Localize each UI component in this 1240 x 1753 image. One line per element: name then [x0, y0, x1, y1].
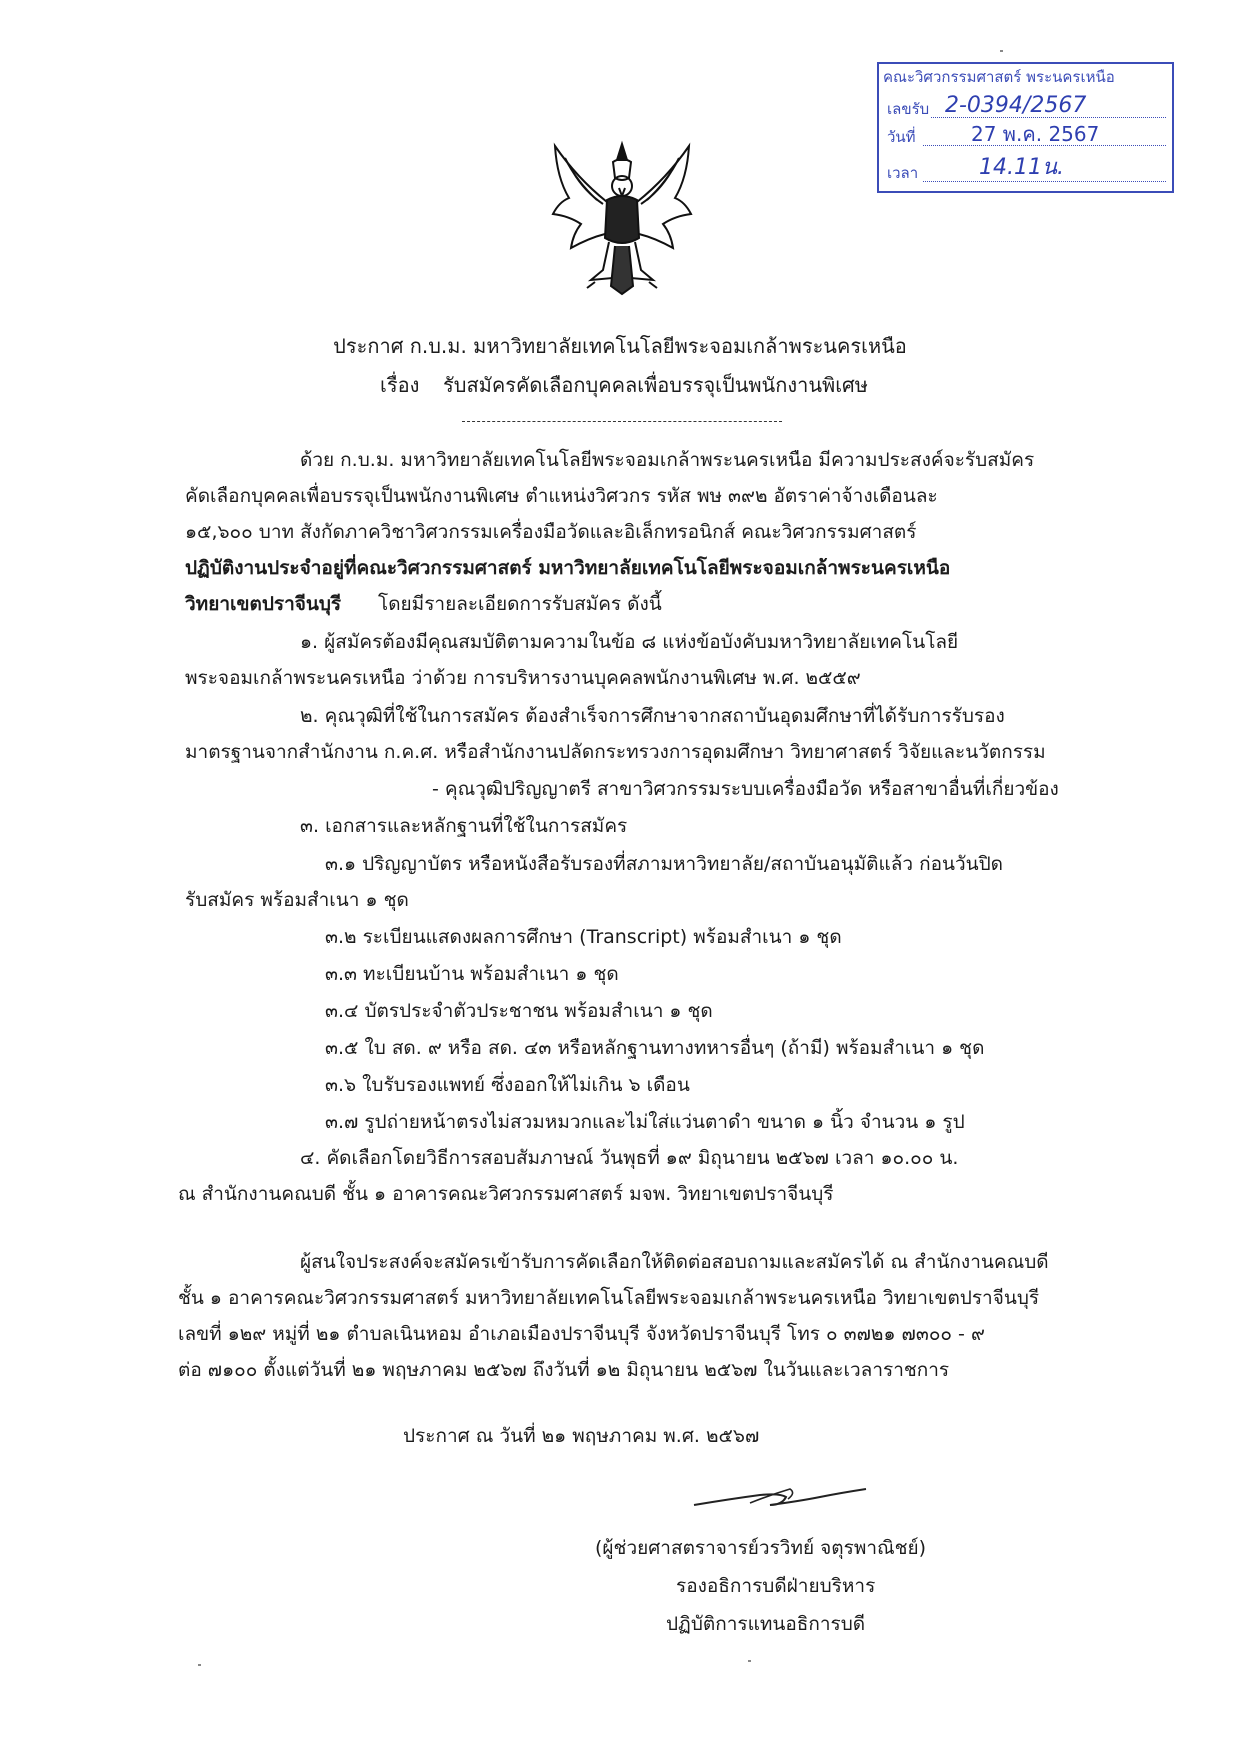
item-2-cont: มาตรฐานจากสำนักงาน ก.ค.ศ. หรือสำนักงานปลัดกระทรวงการอุดมศึกษา วิทยาศาสตร์ วิจัยและนวัตกรรม — [185, 741, 1046, 763]
item-3-1-cont: รับสมัคร พร้อมสำเนา ๑ ชุด — [185, 889, 409, 911]
title-divider — [462, 421, 782, 422]
item-3: ๓. เอกสารและหลักฐานที่ใช้ในการสมัคร — [300, 815, 628, 837]
intro-line: ๑๕,๖๐๐ บาท สังกัดภาควิชาวิศวกรรมเครื่องมือวัดและอิเล็กทรอนิกส์ คณะวิศวกรรมศาสตร์ — [185, 521, 917, 543]
item-1: ๑. ผู้สมัครต้องมีคุณสมบัติตามความในข้อ ๘ แห่งข้อบังคับมหาวิทยาลัยเทคโนโลยี — [300, 631, 959, 653]
item-3-7: ๓.๗ รูปถ่ายหน้าตรงไม่สวมหมวกและไม่ใส่แว่นตาดำ ขนาด ๑ นิ้ว จำนวน ๑ รูป — [325, 1111, 965, 1133]
subject-label: เรื่อง — [380, 373, 420, 397]
announcement-title: ประกาศ ก.บ.ม. มหาวิทยาลัยเทคโนโลยีพระจอมเกล้าพระนครเหนือ — [333, 334, 907, 358]
intro-line: วิทยาเขตปราจีนบุรี — [185, 593, 342, 615]
item-3-2: ๓.๒ ระเบียนแสดงผลการศึกษา (Transcript) พร้อมสำเนา ๑ ชุด — [325, 926, 842, 948]
scan-speck — [748, 1660, 751, 1662]
signature-icon — [690, 1475, 870, 1515]
signatory-name: (ผู้ช่วยศาสตราจารย์วรวิทย์ จตุรพาณิชย์) — [595, 1537, 927, 1559]
item-2-qualification: - คุณวุฒิปริญญาตรี สาขาวิศวกรรมระบบเครื่องมือวัด หรือสาขาอื่นที่เกี่ยวข้อง — [432, 778, 1059, 800]
stamp-no-label: เลขรับ — [887, 100, 930, 118]
item-3-1: ๓.๑ ปริญญาบัตร หรือหนังสือรับรองที่สภามหาวิทยาลัย/สถาบันอนุมัติแล้ว ก่อนวันปิด — [325, 853, 1004, 875]
stamp-date-value: 27 พ.ค. 2567 — [971, 122, 1100, 146]
receipt-stamp — [877, 62, 1174, 193]
contact-line: ต่อ ๗๑๐๐ ตั้งแต่วันที่ ๒๑ พฤษภาคม ๒๕๖๗ ถึงวันที่ ๑๒ มิถุนายน ๒๕๖๗ ในวันและเวลาราชการ — [178, 1359, 950, 1381]
contact-line: เลขที่ ๑๒๙ หมู่ที่ ๒๑ ตำบลเนินหอม อำเภอเมืองปราจีนบุรี จังหวัดปราจีนบุรี โทร ๐ ๓๗๒๑ ๗๓๐๐ - ๙ — [178, 1323, 985, 1345]
signatory-acting: ปฏิบัติการแทนอธิการบดี — [666, 1613, 866, 1635]
stamp-date-label: วันที่ — [887, 128, 916, 146]
scan-speck — [1000, 50, 1003, 52]
subject-text: รับสมัครคัดเลือกบุคคลเพื่อบรรจุเป็นพนักงานพิเศษ — [443, 373, 868, 397]
item-3-4: ๓.๔ บัตรประจำตัวประชาชน พร้อมสำเนา ๑ ชุด — [325, 1000, 713, 1022]
signatory-position: รองอธิการบดีฝ่ายบริหาร — [676, 1575, 876, 1597]
garuda-emblem-icon — [547, 138, 697, 298]
item-3-6: ๓.๖ ใบรับรองแพทย์ ซึ่งออกให้ไม่เกิน ๖ เดือน — [325, 1074, 690, 1096]
item-1-cont: พระจอมเกล้าพระนครเหนือ ว่าด้วย การบริหารงานบุคคลพนักงานพิเศษ พ.ศ. ๒๕๕๙ — [185, 667, 861, 689]
intro-line: ปฏิบัติงานประจำอยู่ที่คณะวิศวกรรมศาสตร์ มหาวิทยาลัยเทคโนโลยีพระจอมเกล้าพระนครเหนือ — [185, 557, 951, 579]
intro-line: คัดเลือกบุคคลเพื่อบรรจุเป็นพนักงานพิเศษ ตำแหน่งวิศวกร รหัส พษ ๓๙๒ อัตราค่าจ้างเดือนละ — [185, 485, 938, 507]
item-3-3: ๓.๓ ทะเบียนบ้าน พร้อมสำเนา ๑ ชุด — [325, 963, 619, 985]
item-2: ๒. คุณวุฒิที่ใช้ในการสมัคร ต้องสำเร็จการศึกษาจากสถาบันอุดมศึกษาที่ได้รับการรับรอง — [300, 705, 1005, 727]
stamp-dotline — [923, 181, 1166, 182]
stamp-org: คณะวิศวกรรมศาสตร์ พระนครเหนือ — [883, 68, 1115, 86]
contact-line: ผู้สนใจประสงค์จะสมัครเข้ารับการคัดเลือกให้ติดต่อสอบถามและสมัครได้ ณ สำนักงานคณบดี — [300, 1251, 1049, 1273]
stamp-time-value: 14.11น. — [979, 155, 1065, 180]
intro-line: โดยมีรายละเอียดการรับสมัคร ดังนี้ — [378, 593, 662, 615]
scan-speck — [198, 1664, 201, 1666]
stamp-no-value: 2-0394/2567 — [945, 93, 1087, 118]
contact-line: ชั้น ๑ อาคารคณะวิศวกรรมศาสตร์ มหาวิทยาลัยเทคโนโลยีพระจอมเกล้าพระนครเหนือ วิทยาเขตปราจีนบุรี — [178, 1287, 1040, 1309]
intro-line: ด้วย ก.บ.ม. มหาวิทยาลัยเทคโนโลยีพระจอมเกล้าพระนครเหนือ มีความประสงค์จะรับสมัคร — [300, 449, 1035, 471]
item-4-cont: ณ สำนักงานคณบดี ชั้น ๑ อาคารคณะวิศวกรรมศาสตร์ มจพ. วิทยาเขตปราจีนบุรี — [178, 1183, 834, 1205]
stamp-time-label: เวลา — [887, 164, 919, 182]
item-3-5: ๓.๕ ใบ สด. ๙ หรือ สด. ๔๓ หรือหลักฐานทางทหารอื่นๆ (ถ้ามี) พร้อมสำเนา ๑ ชุด — [325, 1037, 985, 1059]
announcement-date: ประกาศ ณ วันที่ ๒๑ พฤษภาคม พ.ศ. ๒๕๖๗ — [403, 1425, 760, 1447]
item-4: ๔. คัดเลือกโดยวิธีการสอบสัมภาษณ์ วันพุธที่ ๑๙ มิถุนายน ๒๕๖๗ เวลา ๑๐.๐๐ น. — [300, 1147, 959, 1169]
